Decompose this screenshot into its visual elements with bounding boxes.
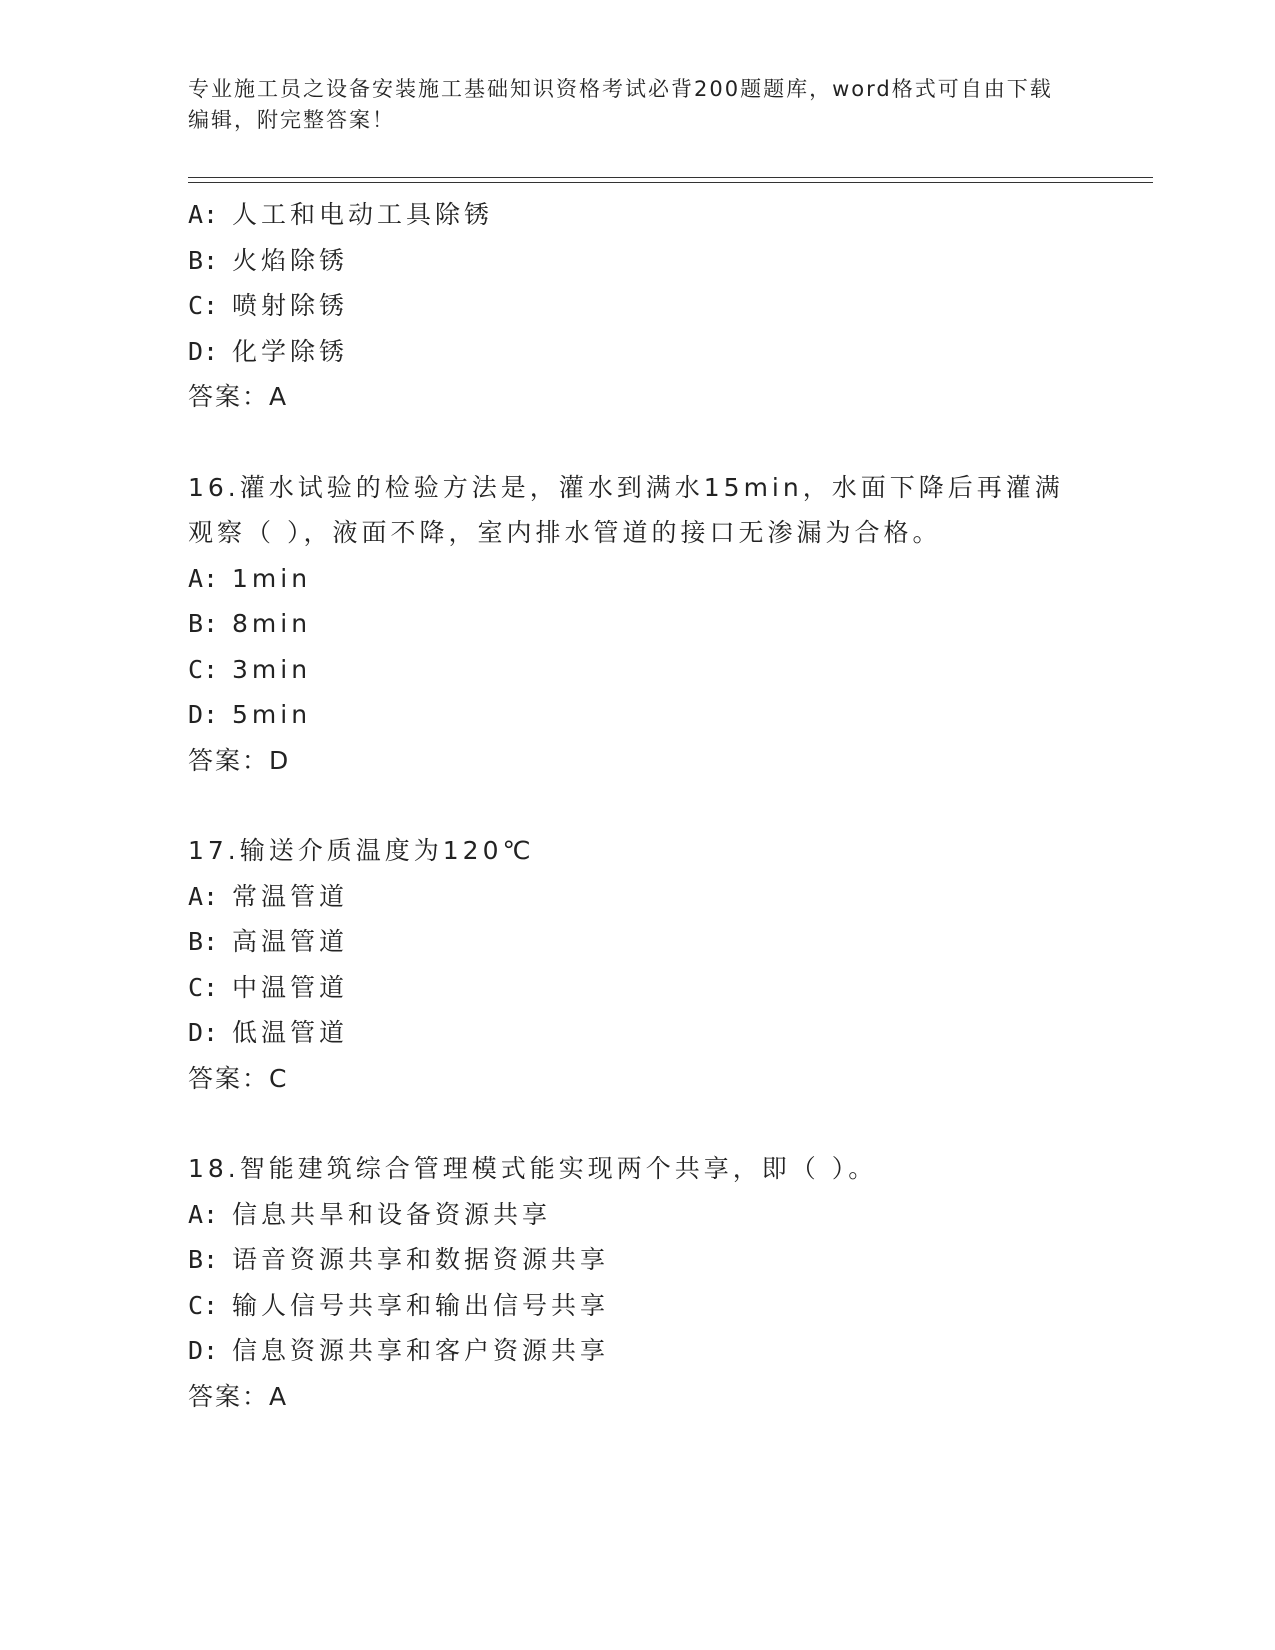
- option-a: [188, 556, 1088, 602]
- header-rule-bottom: [188, 182, 1153, 183]
- option-letter: D:: [188, 1018, 219, 1047]
- question-block-18: [188, 1146, 1088, 1419]
- option-letter: B:: [188, 609, 219, 638]
- option-a: [188, 1192, 1088, 1238]
- option-d: [188, 1328, 1088, 1374]
- document-header: 专业施工员之设备安装施工基础知识资格考试必背200题题库，word格式可自由下载编辑，附完整答案！: [188, 77, 1053, 132]
- option-a: [188, 192, 1088, 238]
- option-text: 5min: [232, 700, 312, 729]
- option-text: 常温管道: [232, 881, 349, 911]
- question-stem: 17.输送介质温度为120℃: [188, 836, 535, 865]
- option-text: 人工和电动工具除锈: [232, 200, 494, 229]
- option-text: 8min: [232, 609, 312, 638]
- option-c: [188, 647, 1088, 693]
- option-text: 高温管道: [232, 927, 349, 956]
- option-c: [188, 1283, 1088, 1329]
- question-block-16: [188, 465, 1088, 784]
- option-text: 3min: [232, 654, 312, 684]
- option-letter: B:: [188, 245, 219, 275]
- answer-line: 答案：A: [188, 1381, 289, 1411]
- option-c: [188, 965, 1088, 1011]
- question-block-17: [188, 828, 1088, 1101]
- option-d: [188, 329, 1088, 375]
- question-block-15: [188, 192, 1088, 420]
- option-text: 化学除锈: [232, 336, 349, 366]
- question-stem: 18.智能建筑综合管理模式能实现两个共享，即（ ）。: [188, 1154, 878, 1183]
- option-text: 低温管道: [232, 1018, 349, 1047]
- option-letter: A:: [188, 200, 219, 229]
- question-list: [188, 192, 1088, 1419]
- option-text: 信息资源共享和客户资源共享: [232, 1336, 610, 1365]
- option-letter: C:: [188, 972, 219, 1002]
- option-letter: D:: [188, 336, 219, 366]
- option-text: 语音资源共享和数据资源共享: [232, 1245, 610, 1274]
- option-d: [188, 692, 1088, 738]
- option-text: 信息共旱和设备资源共享: [232, 1199, 552, 1229]
- option-text: 火焰除锈: [232, 245, 349, 275]
- option-b: [188, 601, 1088, 647]
- option-d: [188, 1010, 1088, 1056]
- answer-line: 答案：C: [188, 1063, 289, 1093]
- option-b: [188, 238, 1088, 284]
- option-b: [188, 919, 1088, 965]
- option-letter: C:: [188, 654, 219, 684]
- option-letter: A:: [188, 563, 219, 593]
- option-letter: B:: [188, 927, 219, 956]
- option-letter: C:: [188, 1290, 219, 1320]
- option-letter: B:: [188, 1245, 219, 1274]
- question-stem: 16.灌水试验的检验方法是，灌水到满水15min，水面下降后再灌满观察（ ），液面不降，室内排水管道的接口无渗漏为合格。: [188, 472, 1064, 547]
- option-letter: A:: [188, 881, 219, 911]
- option-c: [188, 283, 1088, 329]
- option-letter: D:: [188, 1336, 219, 1365]
- answer-line: 答案：D: [188, 745, 291, 775]
- option-b: [188, 1237, 1088, 1283]
- option-letter: C:: [188, 291, 219, 320]
- option-letter: D:: [188, 700, 219, 729]
- answer-line: 答案：A: [188, 382, 289, 411]
- option-letter: A:: [188, 1199, 219, 1229]
- option-text: 喷射除锈: [232, 291, 349, 320]
- option-a: [188, 874, 1088, 920]
- option-text: 1min: [232, 563, 312, 593]
- option-text: 输人信号共享和输出信号共享: [232, 1290, 610, 1320]
- header-rule-top: [188, 177, 1153, 178]
- option-text: 中温管道: [232, 972, 349, 1002]
